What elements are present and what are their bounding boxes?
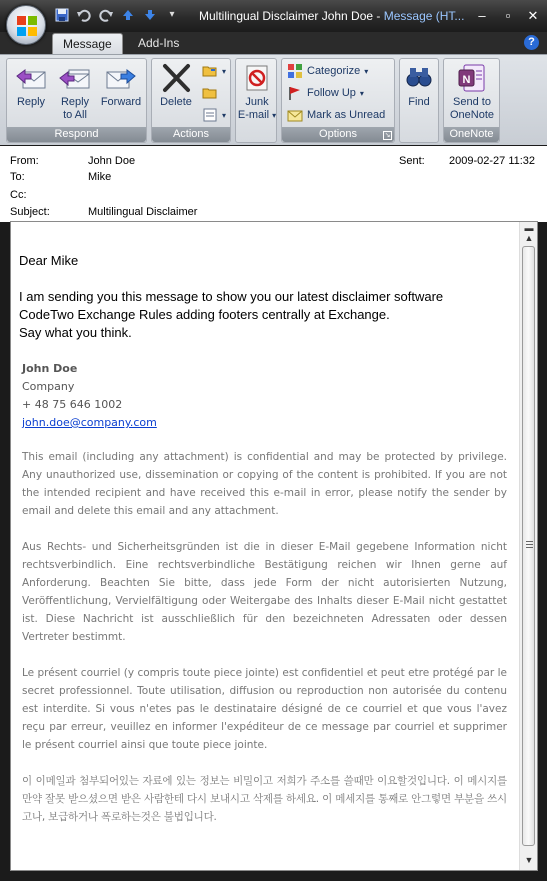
- respond-group-label: Respond: [7, 127, 146, 142]
- close-icon[interactable]: ✕: [527, 8, 539, 23]
- message-body[interactable]: [11, 222, 519, 870]
- office-button[interactable]: [6, 5, 46, 45]
- ribbon: [0, 54, 547, 145]
- reply-all-button[interactable]: [55, 62, 95, 122]
- from-label: From:: [10, 155, 39, 167]
- scroll-up-icon[interactable]: ▬: [524, 223, 534, 233]
- options-group: [281, 58, 395, 143]
- mark-unread-icon: [287, 107, 303, 123]
- junk-email-button[interactable]: [237, 62, 277, 122]
- actions-group-label: Actions: [152, 127, 230, 142]
- svg-text:N: N: [462, 74, 471, 86]
- mark-unread-button[interactable]: [287, 107, 385, 123]
- ribbon-tabs: [0, 32, 547, 54]
- flag-icon: [287, 85, 303, 101]
- disclaimer-english: This email (including any attachment) is confidential and may be protected by privilege. Any unauthorized use, dissemination or copying of the content is prohibited. If you are not the intended recipient and have received this e-mail in error, please notify the sender by email and delete this email and any attachment.: [22, 451, 507, 517]
- title-bar: [0, 0, 547, 32]
- disclaimer-french: Le présent courriel (y compris toute piece jointe) est confidentiel et peut etre protégé par le secret professionnel. Toute utilisation, diffusion ou reproduction non autorisée du contenu est interdite. Si vous n'etes pas le destinataire désigné de ce courriel et que vous l'avez reçu par erreur, veuillez en informer l'expéditeur de ce message par courriel et supprimer le présent courriel ainsi que toute piece jointe.: [22, 667, 507, 751]
- reply-all-label-1: Reply: [60, 96, 90, 108]
- to-label: To:: [10, 171, 25, 183]
- subject-label: Subject:: [10, 206, 50, 218]
- find-label: Find: [408, 96, 430, 108]
- greeting: Dear Mike: [19, 253, 79, 268]
- disclaimer-korean: 이 이메일과 첨부되어있는 자료에 있는 정보는 비밀이고 저희가 주소를 쓸때만 이요할것입니다. 이 메시지를 만약 잘못 받으셨으면 받은 사람한테 다시 보내시고 삭제를 하세요. 이 메세지를 통째로 안그렇면 부분을 쓰시고나, 보급하거나 폭로하는것은 불법입니다.: [22, 775, 507, 823]
- from-value[interactable]: John Doe: [88, 155, 136, 167]
- to-value[interactable]: Mike: [88, 171, 112, 183]
- options-launcher-icon[interactable]: ↘: [384, 132, 391, 139]
- message-header: [0, 146, 547, 222]
- signature-phone: + 48 75 646 1002: [22, 398, 123, 411]
- delete-button[interactable]: [156, 62, 196, 109]
- folder-icon: [202, 85, 218, 101]
- down-arrow-icon[interactable]: [142, 7, 158, 23]
- window-title: [199, 9, 469, 23]
- reply-icon: [15, 62, 47, 94]
- subject-value: Multilingual Disclaimer: [88, 206, 198, 218]
- intro-paragraph: [19, 288, 519, 342]
- onenote-group: [443, 58, 500, 143]
- forward-icon: [105, 62, 137, 94]
- follow-up-label: Follow Up: [307, 87, 356, 99]
- intro-line-2: CodeTwo Exchange Rules adding footers centrally at Exchange.: [19, 307, 390, 322]
- scrollbar-grip-icon: [526, 541, 533, 549]
- respond-group: [6, 58, 147, 143]
- other-actions-icon: [202, 107, 218, 123]
- onenote-group-label: OneNote: [444, 127, 499, 142]
- other-actions-button[interactable]: ▾: [202, 107, 226, 123]
- save-icon[interactable]: [54, 7, 70, 23]
- signature-company: Company: [22, 380, 75, 393]
- quick-access-toolbar: [54, 7, 180, 23]
- scroll-up-arrow-icon[interactable]: ▲: [524, 233, 534, 243]
- junk-label-2-text: E-mail: [237, 109, 270, 121]
- signature: [19, 360, 519, 432]
- junk-label-1: Junk: [245, 96, 269, 108]
- maximize-icon[interactable]: ▫: [505, 8, 511, 23]
- disclaimer-german: Aus Rechts- und Sicherheitsgründen ist die in dieser E-Mail gegebene Information nicht rechtsverbindlich. Eine rechtsverbindliche Bestätigung reichen wir Ihnen gerne auf Anforderung. Beachten Sie bitte, dass jede Form der nicht autorisierten Nutzung, Veröffentlichung, Vervielfältigung oder Weitergabe des Inhalts dieser E-Mail nicht gestattet ist. Diese Nachricht ist ausschließlich für den bezeichneten Adressaten oder dessen Vertreter bestimmt.: [22, 541, 507, 643]
- intro-line-1: I am sending you this message to show you our latest disclaimer software: [19, 289, 444, 304]
- categorize-button[interactable]: Categorize ▾: [287, 63, 368, 79]
- vertical-scrollbar[interactable]: [519, 222, 537, 870]
- follow-up-button[interactable]: Follow Up ▾: [287, 85, 364, 101]
- junk-label-2: E-mail ▾: [237, 109, 277, 121]
- reply-button[interactable]: [11, 62, 51, 109]
- message-body-frame: [10, 221, 538, 871]
- title-accent: Message (HT...: [383, 9, 465, 23]
- scroll-down-arrow-icon[interactable]: ▼: [524, 855, 534, 865]
- junk-group: [235, 58, 277, 143]
- tab-message[interactable]: Message: [52, 33, 123, 54]
- send-to-label-2: OneNote: [449, 109, 495, 121]
- tab-add-ins[interactable]: Add-Ins: [138, 36, 180, 50]
- send-to-onenote-button[interactable]: [446, 62, 498, 122]
- options-group-label: Options: [282, 127, 394, 142]
- delete-label: Delete: [160, 96, 192, 108]
- customize-icon[interactable]: ▾: [169, 9, 175, 20]
- office-logo-icon: [17, 16, 37, 36]
- forward-button[interactable]: [98, 62, 144, 109]
- reply-all-label-2: to All: [63, 109, 87, 121]
- move-folder-icon: [202, 63, 218, 79]
- onenote-icon: [456, 62, 488, 94]
- redo-icon[interactable]: [98, 7, 114, 23]
- up-arrow-icon[interactable]: [120, 7, 136, 23]
- binoculars-icon: [403, 62, 435, 94]
- sent-label: Sent:: [399, 155, 425, 167]
- forward-label: Forward: [100, 96, 142, 108]
- scrollbar-thumb[interactable]: [522, 246, 535, 846]
- minimize-icon[interactable]: –: [478, 8, 486, 23]
- move-to-folder-button[interactable]: ▾: [202, 63, 226, 79]
- reply-all-icon: [59, 62, 91, 94]
- categorize-label: Categorize: [307, 65, 361, 77]
- signature-name: John Doe: [22, 362, 78, 375]
- sent-value: 2009-02-27 11:32: [449, 155, 536, 167]
- intro-line-3: Say what you think.: [19, 325, 132, 340]
- categorize-icon: [287, 63, 303, 79]
- find-button[interactable]: [400, 62, 438, 109]
- reply-label: Reply: [16, 96, 46, 108]
- help-icon[interactable]: ?: [524, 35, 539, 50]
- undo-icon[interactable]: [76, 7, 92, 23]
- signature-email-link[interactable]: john.doe@company.com: [22, 416, 157, 429]
- delete-icon: [160, 62, 192, 94]
- junk-email-icon: [241, 62, 273, 94]
- actions-group: [151, 58, 231, 143]
- create-rule-button[interactable]: [202, 85, 218, 101]
- cc-label: Cc:: [10, 189, 27, 201]
- find-group: [399, 58, 439, 143]
- send-to-label-1: Send to: [453, 96, 491, 108]
- title-main: Multilingual Disclaimer John Doe -: [199, 9, 384, 23]
- mark-unread-label: Mark as Unread: [307, 109, 386, 121]
